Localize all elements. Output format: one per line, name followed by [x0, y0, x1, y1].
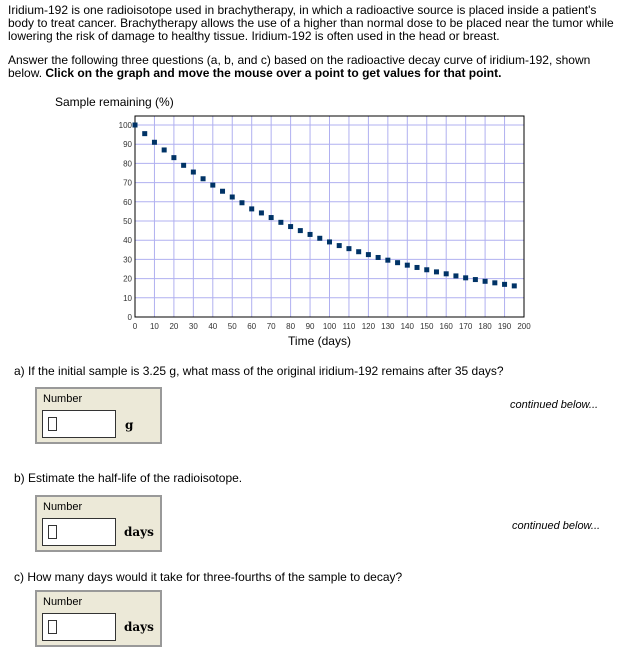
- data-point: [346, 246, 351, 251]
- answer-input-c[interactable]: [42, 613, 116, 641]
- x-tick-label: 110: [342, 322, 356, 331]
- y-tick-label: 90: [123, 140, 132, 150]
- answer-input-a[interactable]: [42, 410, 116, 438]
- data-point: [366, 252, 371, 257]
- unit-label: days: [124, 525, 154, 539]
- x-axis-label: Time (days): [288, 334, 351, 348]
- x-tick-label: 160: [439, 322, 453, 331]
- y-tick-label: 60: [123, 197, 132, 207]
- data-point: [181, 163, 186, 168]
- x-tick-label: 150: [420, 322, 434, 331]
- data-point: [230, 195, 235, 200]
- data-point: [356, 249, 361, 254]
- data-point: [152, 140, 157, 145]
- data-point: [278, 220, 283, 225]
- data-point: [259, 210, 264, 215]
- data-point: [337, 243, 342, 248]
- data-point: [405, 263, 410, 268]
- y-tick-label: 50: [123, 217, 132, 226]
- x-tick-label: 80: [286, 322, 296, 331]
- data-point: [142, 131, 147, 136]
- data-point: [453, 273, 458, 278]
- intro-text: Iridium-192 is one radioisotope used in brachytherapy, in which a radioactive source is placed inside a patient's body to treat cancer. Brachytherapy allows the use of a higher than normal dose to be placed near the tumor while lowering the risk of damage to healthy tissue. Iridium-192 is often used in the head or breast.: [8, 3, 614, 43]
- y-tick-label: 70: [123, 178, 132, 188]
- data-point: [308, 232, 313, 237]
- continued-note: continued below...: [510, 399, 599, 411]
- question-a: a) If the initial sample is 3.25 g, what mass of the original iridium-192 remains after 35 days?: [14, 364, 504, 378]
- data-point: [191, 170, 196, 175]
- question-c: c) How many days would it take for three-fourths of the sample to decay?: [14, 570, 403, 584]
- x-tick-label: 50: [227, 322, 237, 331]
- x-tick-label: 200: [517, 322, 531, 331]
- x-tick-label: 60: [247, 322, 257, 331]
- data-point: [463, 275, 468, 280]
- data-point: [210, 183, 215, 188]
- data-point: [220, 189, 225, 194]
- x-tick-label: 20: [169, 322, 179, 331]
- y-tick-label: 20: [123, 274, 132, 284]
- cursor-icon: [48, 525, 57, 539]
- data-point: [512, 283, 517, 288]
- x-tick-label: 180: [478, 322, 492, 331]
- data-point: [502, 282, 507, 287]
- y-tick-label: 100: [118, 121, 132, 130]
- instructions: [8, 54, 623, 80]
- chart-title: Sample remaining (%): [55, 95, 174, 109]
- data-point: [269, 215, 274, 220]
- field-label: Number: [43, 501, 83, 513]
- data-point: [434, 269, 439, 274]
- data-point: [385, 258, 390, 263]
- data-point: [171, 155, 176, 160]
- y-tick-label: 30: [123, 255, 132, 265]
- field-label: Number: [43, 393, 83, 405]
- data-point: [133, 123, 138, 128]
- x-tick-label: 190: [497, 322, 512, 331]
- x-tick-label: 30: [188, 322, 198, 331]
- answer-box-b: [35, 495, 162, 552]
- x-tick-label: 10: [149, 322, 159, 331]
- x-tick-label: 140: [400, 322, 414, 331]
- data-point: [298, 228, 303, 233]
- x-tick-label: 170: [458, 322, 473, 331]
- data-point: [327, 239, 332, 244]
- y-tick-label: 40: [123, 236, 132, 246]
- decay-chart[interactable]: [0, 110, 629, 355]
- data-point: [483, 279, 488, 284]
- data-point: [288, 224, 293, 229]
- data-point: [415, 265, 420, 270]
- x-tick-label: 40: [208, 322, 218, 331]
- continued-note: continued below...: [512, 520, 601, 532]
- instructions-text: Answer the following three questions (a, b, and c) based on the radioactive decay curve of iridium-192, shown below.: [8, 53, 591, 80]
- x-tick-label: 130: [381, 322, 395, 331]
- y-tick-label: 0: [127, 313, 132, 322]
- y-tick-label: 80: [123, 159, 132, 169]
- data-point: [162, 147, 167, 152]
- data-point: [239, 200, 244, 205]
- unit-label: g: [125, 418, 134, 432]
- cursor-icon: [48, 417, 57, 431]
- unit-label: days: [124, 620, 154, 634]
- field-label: Number: [43, 596, 83, 608]
- answer-box-a: [35, 387, 162, 444]
- x-tick-label: 120: [361, 322, 376, 331]
- x-tick-label: 90: [305, 322, 315, 331]
- x-tick-label: 70: [266, 322, 276, 331]
- data-point: [376, 255, 381, 260]
- data-point: [473, 277, 478, 282]
- data-point: [317, 236, 322, 241]
- answer-box-c: [35, 590, 162, 647]
- instructions-bold: Click on the graph and move the mouse over a point to get values for that point.: [45, 66, 502, 80]
- x-tick-label: 0: [132, 322, 138, 331]
- data-point: [201, 176, 206, 181]
- x-tick-label: 100: [322, 322, 337, 331]
- data-point: [424, 267, 429, 272]
- data-point: [444, 271, 449, 276]
- cursor-icon: [48, 620, 57, 634]
- y-tick-label: 10: [123, 293, 132, 303]
- answer-input-b[interactable]: [42, 518, 116, 546]
- question-b: b) Estimate the half-life of the radioisotope.: [14, 471, 243, 485]
- data-point: [249, 206, 254, 211]
- data-point: [492, 280, 497, 285]
- data-point: [395, 260, 400, 265]
